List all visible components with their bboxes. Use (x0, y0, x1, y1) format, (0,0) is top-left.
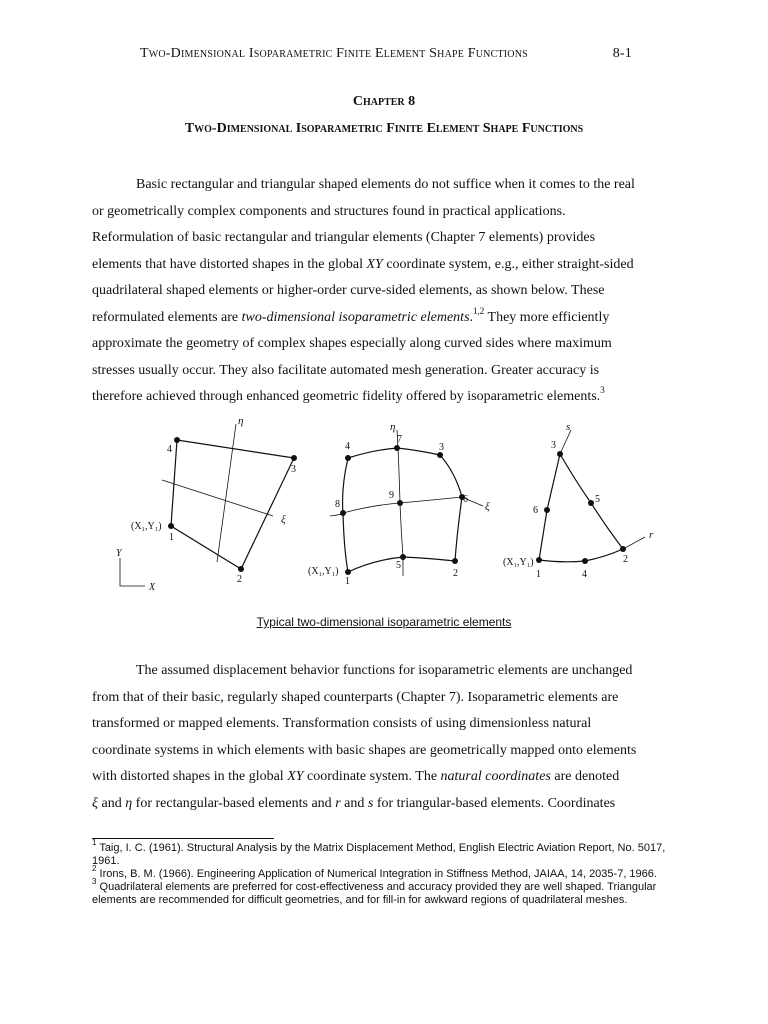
running-head-title: Two-Dimensional Isoparametric Finite Element Shape Functions (140, 46, 528, 61)
footnote-rule (92, 838, 274, 839)
text-run: with distorted shapes in the global (92, 769, 288, 784)
node-dot (345, 569, 351, 575)
greek-symbol: ξ (92, 795, 98, 811)
node-label-4: 4 (167, 444, 172, 455)
eta-label: η (390, 421, 396, 433)
node-label-6: 6 (463, 494, 468, 505)
text-run: They more efficiently (484, 309, 610, 325)
footnote-mark: 1 (92, 838, 97, 848)
chapter-number: Chapter 8 (352, 94, 416, 109)
xi-axis-line (162, 480, 273, 516)
para1-line: or geometrically complex components and structures found in practical applications. (92, 203, 566, 219)
node-dot (340, 510, 346, 516)
r-axis-line (623, 537, 645, 549)
para2-line: from that of their basic, regularly shaped counterparts (Chapter 7). Isoparametric elements are (92, 689, 619, 705)
quad-linear-element (120, 424, 294, 586)
quad-quadratic-outline (343, 448, 462, 572)
node-dot (452, 558, 458, 564)
global-y-label: Y (116, 548, 122, 559)
s-axis-label: s (566, 421, 571, 433)
footnotes (92, 838, 692, 907)
text-run: elements that have distorted shapes in the global (92, 256, 367, 272)
node-label-9: 9 (389, 490, 394, 501)
text-run: for rectangular-based elements and (132, 795, 336, 811)
para1-line: quadrilateral shaped elements or higher-order curve-sided elements, as shown below. These (92, 283, 605, 298)
figure-caption: Typical two-dimensional isoparametric elements (256, 615, 512, 629)
node-dot (394, 445, 400, 451)
para1-line (92, 384, 652, 411)
para2-line (92, 764, 652, 791)
global-x-label: X (149, 582, 156, 593)
node-label-1: 1 (536, 569, 541, 580)
text-run: coordinate system. The (303, 769, 441, 784)
global-axes (120, 558, 145, 586)
para1-line (92, 252, 652, 279)
triangle-nodes (536, 451, 626, 564)
footnote-text: Quadrilateral elements are preferred for cost-effectiveness and accuracy provided they are well shaped. Triangular elements are recommended for difficult geometries, and for fill-in for awkward regions of quadrilateral meshes. (92, 881, 657, 906)
node-label-5: 5 (396, 560, 401, 571)
para1-line: approximate the geometry of complex shapes especially along curved sides where maximum (92, 336, 612, 351)
footnote-text: Taig, I. C. (1961). Structural Analysis by the Matrix Displacement Method, English Electric Aviation Report, No. 5017, 1961. (92, 842, 666, 867)
s-axis-line (560, 430, 571, 454)
text-run: coordinate system, e.g., either straight-sided (382, 256, 634, 272)
node-dot (291, 455, 297, 461)
footnote-2 (92, 864, 692, 881)
xi-label: ξ (485, 501, 490, 513)
quad-quadratic-nodes (340, 445, 465, 575)
triangle-bottom-edge (539, 549, 623, 562)
node-label-3: 3 (439, 442, 444, 453)
footnote-ref[interactable]: 1,2 (473, 305, 485, 316)
text-run: reformulated elements are (92, 309, 242, 325)
footnote-3 (92, 877, 692, 907)
quad-linear-outline (171, 440, 294, 569)
quad-quadratic-element (330, 430, 483, 576)
node-dot (536, 557, 542, 563)
eta-axis-line (217, 424, 236, 562)
text-run: for triangular-based elements. Coordinates (373, 795, 616, 811)
chapter-title: Two-Dimensional Isoparametric Finite Element Shape Functions (184, 121, 584, 136)
italic-term: two-dimensional isoparametric elements (241, 309, 470, 325)
node-label-2: 2 (623, 554, 628, 565)
quad-linear-nodes (168, 437, 297, 572)
text-run: and (340, 795, 368, 811)
node-label-6: 6 (533, 505, 538, 516)
text-run: . (469, 309, 474, 325)
para2-line: The assumed displacement behavior functions for isoparametric elements are unchanged (136, 663, 633, 678)
xi-label: ξ (281, 514, 286, 526)
node-dot (557, 451, 563, 457)
italic-term: r (335, 795, 341, 811)
para1-line (92, 305, 652, 332)
para1-line: Basic rectangular and triangular shaped elements do not suffice when it comes to the real (136, 177, 635, 192)
para2-line: coordinate systems in which elements with basic shapes are geometrically mapped onto elements (92, 742, 637, 758)
node-label-2: 2 (453, 568, 458, 579)
node-dot (345, 455, 351, 461)
node-label-4: 4 (582, 569, 587, 580)
node-1-coord: (X₁,Y₁) (503, 557, 534, 568)
para1-line: stresses usually occur. They also facilitate automated mesh generation. Greater accuracy is (92, 362, 600, 378)
node-dot (582, 558, 588, 564)
isoparametric-elements-figure (105, 410, 675, 610)
italic-term: XY (287, 769, 304, 784)
para2-line: transformed or mapped elements. Transformation consists of using dimensionless natural (92, 716, 592, 731)
text-run: and (98, 795, 126, 811)
para1-line: Reformulation of basic rectangular and triangular elements (Chapter 7 elements) provides (92, 230, 596, 245)
italic-term: XY (366, 256, 383, 272)
eta-label: η (238, 415, 244, 427)
text-run: therefore achieved through enhanced geometric fidelity offered by isoparametric elements. (92, 389, 601, 404)
italic-term: s (367, 795, 374, 811)
node-label-3: 3 (551, 440, 556, 451)
node-dot (238, 566, 244, 572)
node-label-8: 8 (335, 499, 340, 510)
node-dot (174, 437, 180, 443)
page-number: 8-1 (612, 46, 632, 61)
footnote-mark: 3 (92, 877, 97, 887)
footnote-text: Irons, B. M. (1966). Engineering Application of Numerical Integration in Stiffness Method, JAIAA, 14, 2035-7, 1966. (99, 868, 657, 880)
node-label-7: 7 (397, 434, 402, 445)
node-label-2: 2 (237, 574, 242, 585)
footnote-ref[interactable]: 3 (600, 385, 605, 396)
para2-line (92, 791, 652, 818)
node-label-4: 4 (345, 441, 350, 452)
footnote-1 (92, 838, 692, 868)
node-dot (168, 523, 174, 529)
node-1-coord: (X₁,Y₁) (131, 521, 162, 532)
footnote-mark: 2 (92, 864, 97, 874)
node-dot (544, 507, 550, 513)
text-run: are denoted (550, 769, 620, 784)
triangle-left-edge (539, 454, 560, 560)
node-label-3: 3 (291, 464, 296, 475)
italic-term: natural coordinates (440, 769, 551, 784)
node-dot (588, 500, 594, 506)
mapping-paragraph (92, 658, 652, 817)
intro-paragraph (92, 172, 652, 411)
node-label-1: 1 (169, 532, 174, 543)
greek-symbol: η (125, 795, 133, 811)
node-1-coord: (X₁,Y₁) (308, 566, 339, 577)
r-axis-label: r (649, 529, 654, 541)
node-label-1: 1 (345, 576, 350, 587)
node-label-5: 5 (595, 494, 600, 505)
node-dot (397, 500, 403, 506)
node-dot (620, 546, 626, 552)
